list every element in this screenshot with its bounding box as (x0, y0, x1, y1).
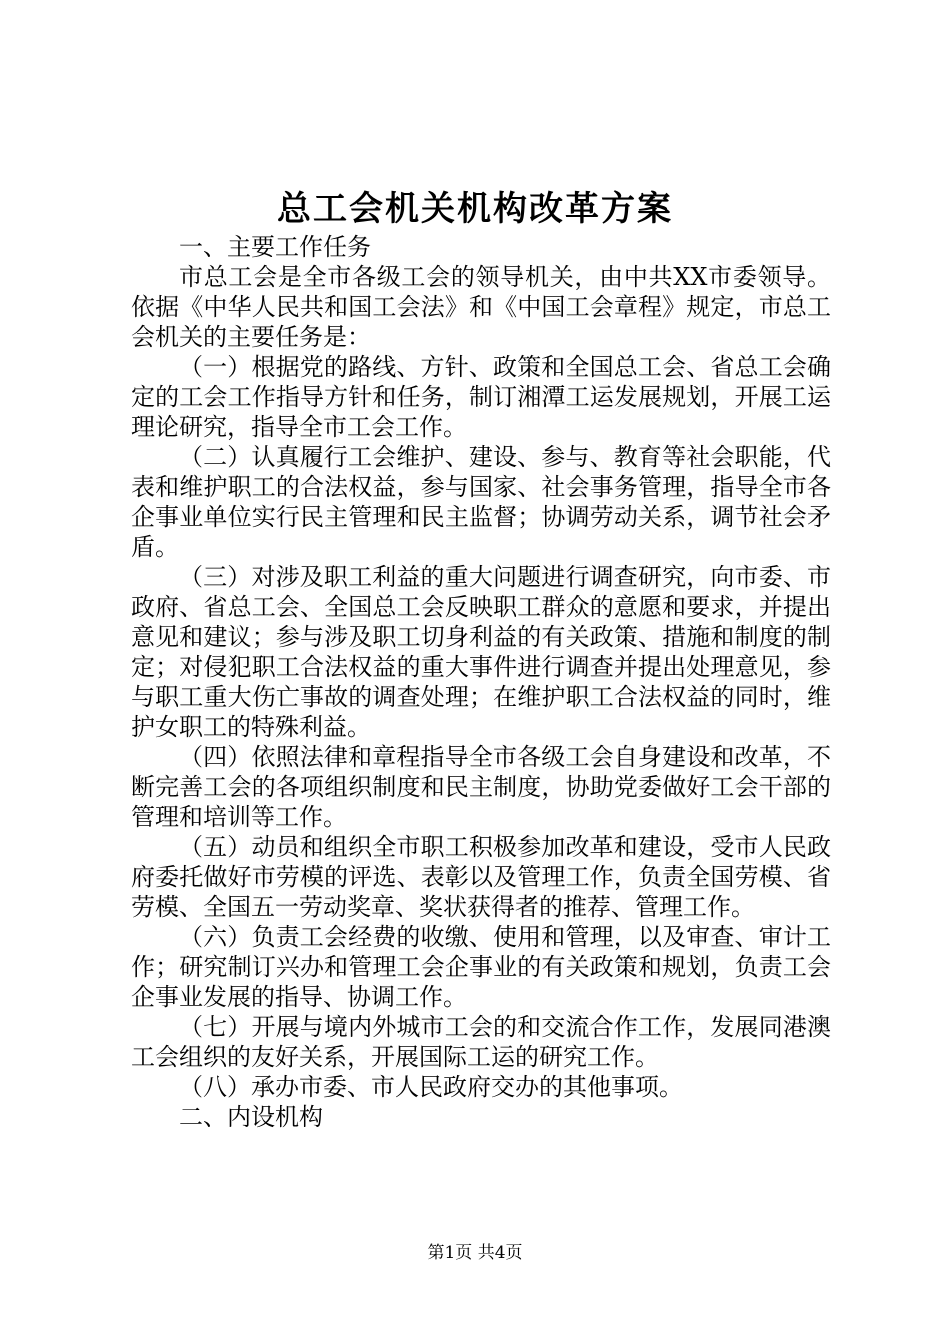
page-footer: 第1页 共4页 (427, 1243, 523, 1263)
paragraph-item-2: （二）认真履行工会维护、建设、参与、教育等社会职能，代表和维护职工的合法权益，参与国家、社会事务管理，指导全市各企事业单位实行民主管理和民主监督；协调劳动关系，调节社会矛盾。 (131, 443, 831, 561)
paragraph-item-1: （一）根据党的路线、方针、政策和全国总工会、省总工会确定的工会工作指导方针和任务，制订湘潭工运发展规划，开展工运理论研究，指导全市工会工作。 (131, 353, 831, 441)
paragraph-intro: 市总工会是全市各级工会的领导机关，由中共XX市委领导。依据《中华人民共和国工会法》和《中国工会章程》规定，市总工会机关的主要任务是： (131, 263, 831, 351)
section-heading-internal-structure: 二、内设机构 (179, 1103, 323, 1131)
section-heading-main-tasks: 一、主要工作任务 (179, 233, 371, 261)
paragraph-item-4: （四）依照法律和章程指导全市各级工会自身建设和改革，不断完善工会的各项组织制度和民主制度，协助党委做好工会干部的管理和培训等工作。 (131, 743, 831, 831)
document-title: 总工会机关机构改革方案 (277, 189, 673, 229)
paragraph-item-3: （三）对涉及职工利益的重大问题进行调查研究，向市委、市政府、省总工会、全国总工会反映职工群众的意愿和要求，并提出意见和建议；参与涉及职工切身利益的有关政策、措施和制度的制定；对侵犯职工合法权益的重大事件进行调查并提出处理意见，参与职工重大伤亡事故的调查处理；在维护职工合法权益的同时，维护女职工的特殊利益。 (131, 563, 831, 741)
paragraph-item-8: （八）承办市委、市人民政府交办的其他事项。 (179, 1073, 683, 1101)
document-body (131, 232, 831, 1132)
paragraph-item-7: （七）开展与境内外城市工会的和交流合作工作，发展同港澳工会组织的友好关系，开展国际工运的研究工作。 (131, 1013, 831, 1071)
paragraph-item-6: （六）负责工会经费的收缴、使用和管理，以及审查、审计工作；研究制订兴办和管理工会企事业的有关政策和规划，负责工会企事业发展的指导、协调工作。 (131, 923, 831, 1011)
paragraph-item-5: （五）动员和组织全市职工积极参加改革和建设，受市人民政府委托做好市劳模的评选、表彰以及管理工作，负责全国劳模、省劳模、全国五一劳动奖章、奖状获得者的推荐、管理工作。 (131, 833, 831, 921)
